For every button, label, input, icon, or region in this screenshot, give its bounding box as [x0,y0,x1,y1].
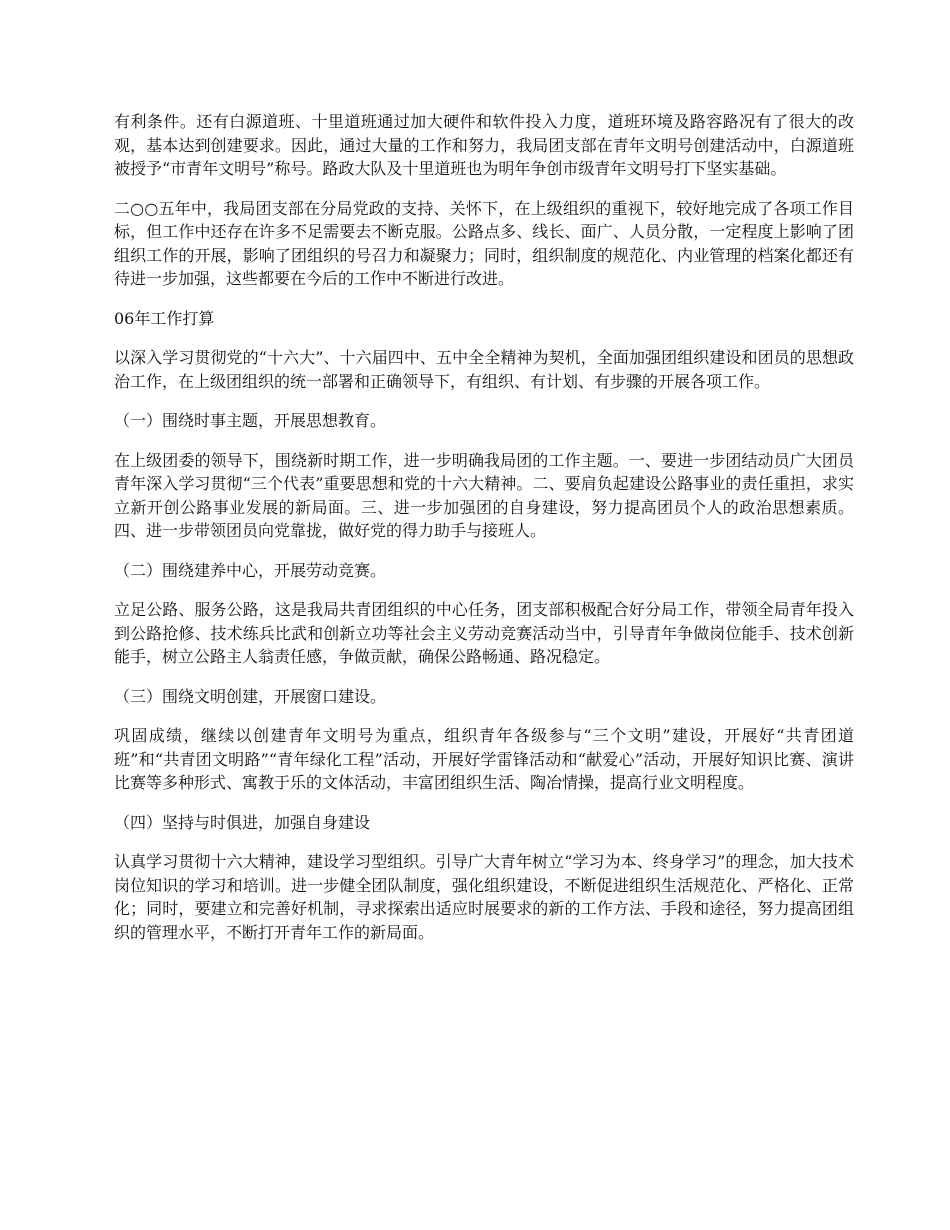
paragraph-section-1: 在上级团委的领导下，围绕新时期工作，进一步明确我局团的工作主题。一、要进一步团结动员广大团员青年深入学习贯彻“三个代表”重要思想和党的十六大精神。二、要肩负起建设公路事业的责任重担，求实立新开创公路事业发展的新局面。三、进一步加强团的自身建设，努力提高团员个人的政治思想素质。四、进一步带领团员向党靠拢，做好党的得力助手与接班人。 [114,450,854,540]
paragraph-favorable-conditions: 有利条件。还有白源道班、十里道班通过加大硬件和软件投入力度，道班环境及路容路况有了很大的改观，基本达到创建要求。因此，通过大量的工作和努力，我局团支部在青年文明号创建活动中，白源道班被授予“市青年文明号”称号。路政大队及十里道班也为明年争创市级青年文明号打下坚实基础。 [114,112,854,178]
heading-2006-plan: 06年工作打算 [114,308,215,328]
paragraph-section-4: 认真学习贯彻十六大精神，建设学习型组织。引导广大青年树立“学习为本、终身学习”的理念，加大技术岗位知识的学习和培训。进一步健全团队制度，强化组织建设，不断促进组织生活规范化、严格化、正常化；同时，要建立和完善好机制，寻求探索出适应时展要求的新的工作方法、手段和途径，努力提高团组织的管理水平，不断打开青年工作的新局面。 [114,852,854,942]
paragraph-section-2: 立足公路、服务公路，这是我局共青团组织的中心任务，团支部积极配合好分局工作，带领全局青年投入到公路抢修、技术练兵比武和创新立功等社会主义劳动竞赛活动当中，引导青年争做岗位能手、技术创新能手，树立公路主人翁责任感，争做贡献，确保公路畅通、路况稳定。 [114,600,854,666]
paragraph-section-3: 巩固成绩，继续以创建青年文明号为重点，组织青年各级参与“三个文明”建设，开展好“共青团道班”和“共青团文明路”“青年绿化工程”活动，开展好学雷锋活动和“献爱心”活动，开展好知识比赛、演讲比赛等多种形式、寓教于乐的文体活动，丰富团组织生活、陶冶情操，提高行业文明程度。 [114,726,854,792]
heading-section-4: （四）坚持与时俱进，加强自身建设 [114,812,371,832]
heading-section-2: （二）围绕建养中心，开展劳动竞赛。 [114,560,387,580]
heading-section-1: （一）围绕时事主题，开展思想教育。 [114,411,387,430]
document-page [114,110,854,960]
paragraph-2005-summary: 二○○五年中，我局团支部在分局党政的支持、关怀下，在上级组织的重视下，较好地完成了各项工作目标，但工作中还存在许多不足需要去不断克服。公路点多、线长、面广、人员分散，一定程度上影响了团组织工作的开展，影响了团组织的号召力和凝聚力；同时，组织制度的规范化、内业管理的档案化都还有待进一步加强，这些都要在今后的工作中不断进行改进。 [114,198,854,288]
heading-section-3: （三）围绕文明创建，开展窗口建设。 [114,686,387,706]
paragraph-plan-intro: 以深入学习贯彻党的“十六大”、十六届四中、五中全全精神为契机，全面加强团组织建设和团员的思想政治工作，在上级团组织的统一部署和正确领导下，有组织、有计划、有步骤的开展各项工作。 [114,348,854,391]
